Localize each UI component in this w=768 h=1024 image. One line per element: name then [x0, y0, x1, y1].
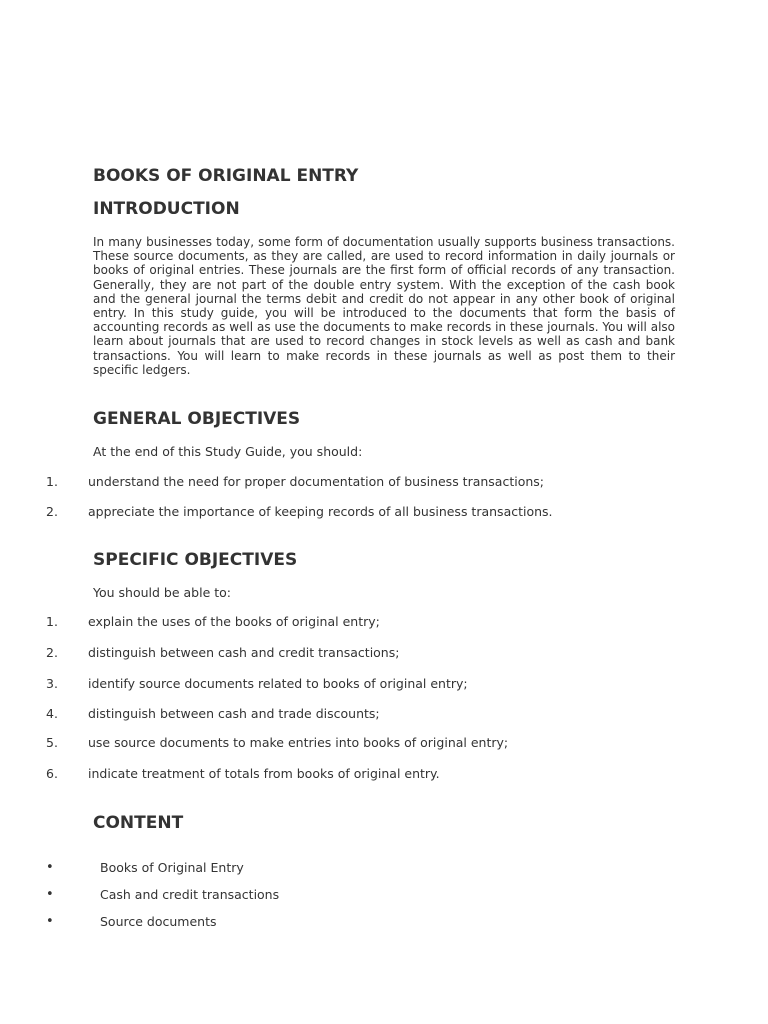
item-number: 2.: [46, 504, 58, 519]
document-title: BOOKS OF ORIGINAL ENTRY: [93, 166, 359, 186]
general-objectives-heading: GENERAL OBJECTIVES: [93, 409, 301, 429]
item-text: indicate treatment of totals from books of original entry.: [88, 766, 440, 781]
specific-objectives-heading: SPECIFIC OBJECTIVES: [93, 550, 298, 570]
item-number: 1.: [46, 614, 58, 629]
introduction-paragraph: In many businesses today, some form of documentation usually supports business transactions. These source documents, as they are called, are used to record information in daily journals or books of original entries. These journals are the first form of official records of any transaction. Generally, they are not part of the double entry system. With the exception of the cash book and the general journal the terms debit and credit do not appear in any other book of original entry. In this study guide, you will be introduced to the documents that form the basis of accounting records as well as use the documents to make records in these journals. You will also learn about journals that are used to record changes in stock levels as well as cash and bank transactions. You will learn to make records in these journals as well as post them to their specific ledgers.: [93, 235, 675, 377]
bullet-icon: •: [46, 887, 54, 902]
list-item: [0, 645, 768, 661]
item-text: distinguish between cash and credit transactions;: [88, 645, 400, 660]
item-text: appreciate the importance of keeping records of all business transactions.: [88, 504, 553, 519]
list-item: [0, 706, 768, 722]
item-text: identify source documents related to books of original entry;: [88, 676, 468, 691]
item-number: 2.: [46, 645, 58, 660]
item-text: Source documents: [100, 914, 217, 929]
list-item: [0, 504, 768, 520]
item-number: 4.: [46, 706, 58, 721]
bullet-icon: •: [46, 914, 54, 929]
list-item: [0, 614, 768, 630]
item-text: use source documents to make entries into books of original entry;: [88, 735, 509, 750]
list-item: [0, 860, 768, 876]
item-number: 3.: [46, 676, 58, 691]
specific-objectives-lead: You should be able to:: [93, 585, 231, 600]
bullet-icon: •: [46, 860, 54, 875]
item-number: 5.: [46, 735, 58, 750]
introduction-heading: INTRODUCTION: [93, 199, 240, 219]
list-item: [0, 914, 768, 930]
item-text: Books of Original Entry: [100, 860, 244, 875]
general-objectives-lead: At the end of this Study Guide, you should:: [93, 444, 363, 459]
item-number: 6.: [46, 766, 58, 781]
content-heading: CONTENT: [93, 813, 184, 833]
list-item: [0, 766, 768, 782]
list-item: [0, 676, 768, 692]
item-text: Cash and credit transactions: [100, 887, 280, 902]
list-item: [0, 735, 768, 751]
list-item: [0, 887, 768, 903]
list-item: [0, 474, 768, 490]
item-text: explain the uses of the books of original entry;: [88, 614, 380, 629]
item-text: distinguish between cash and trade discounts;: [88, 706, 380, 721]
item-text: understand the need for proper documentation of business transactions;: [88, 474, 545, 489]
item-number: 1.: [46, 474, 58, 489]
